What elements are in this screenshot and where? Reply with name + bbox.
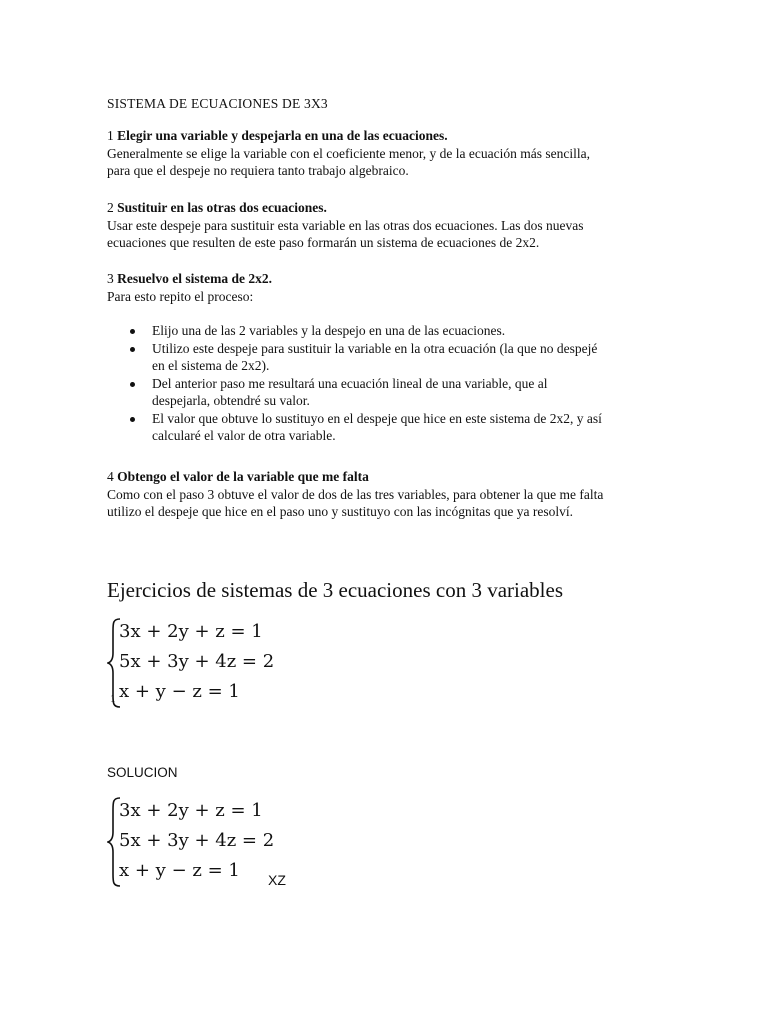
step-1-section <box>107 127 590 180</box>
step-2-number: 2 <box>107 200 114 215</box>
step-4-section <box>107 468 603 521</box>
step-3-intro: Para esto repito el proceso: <box>107 288 254 304</box>
step-3-title: Resuelvo el sistema de 2x2. <box>117 271 272 286</box>
list-item <box>107 340 602 375</box>
step-3-section <box>107 270 602 445</box>
step-2-heading <box>107 199 583 217</box>
system-1-equation-1: 3x + 2y + z = 1 <box>119 621 263 642</box>
system-1-label: 1 <box>110 693 116 705</box>
equation-list-1 <box>119 617 274 707</box>
xz-label: XZ <box>268 872 286 888</box>
list-item <box>107 322 602 340</box>
step-4-heading <box>107 468 603 486</box>
step-3-bullet-list <box>107 322 602 445</box>
list-item <box>107 410 602 445</box>
step-1-number: 1 <box>107 128 114 143</box>
step-4-number: 4 <box>107 469 114 484</box>
system-2-equation-3: x + y − z = 1 <box>119 860 240 881</box>
step-2-text-line-2: ecuaciones que resulten de este paso formarán un sistema de ecuaciones de 2x2. <box>107 235 540 250</box>
equation-list-2 <box>119 796 274 886</box>
step-2-title: Sustituir en las otras dos ecuaciones. <box>117 200 327 215</box>
step-1-title: Elegir una variable y despejarla en una de las ecuaciones. <box>117 128 448 143</box>
system-2-equation-2: 5x + 3y + 4z = 2 <box>119 830 275 851</box>
list-item <box>107 375 602 410</box>
step-2-text-line-1: Usar este despeje para sustituir esta variable en las otras dos ecuaciones. Las dos nuevas <box>107 217 584 233</box>
bullet-3-text-a: Del anterior paso me resultará una ecuación lineal de una variable, que al <box>152 375 548 391</box>
system-1-equation-2: 5x + 3y + 4z = 2 <box>119 651 275 672</box>
bullet-4-text-b: calcularé el valor de otra variable. <box>152 428 336 443</box>
step-1-text-line-2: para que el despeje no requiera tanto trabajo algebraico. <box>107 163 409 178</box>
bullet-2-text-a: Utilizo este despeje para sustituir la variable en la otra ecuación (la que no despejé <box>152 340 598 356</box>
step-4-text-line-1: Como con el paso 3 obtuve el valor de dos de las tres variables, para obtener la que me falta <box>107 486 604 502</box>
step-1-heading <box>107 127 590 145</box>
solucion-label: SOLUCION <box>107 765 178 780</box>
bullet-2-text-b: en el sistema de 2x2). <box>152 358 270 373</box>
document-title: SISTEMA DE ECUACIONES DE 3X3 <box>107 96 328 111</box>
bullet-3-text-b: despejarla, obtendré su valor. <box>152 393 310 408</box>
system-2-equation-1: 3x + 2y + z = 1 <box>119 800 263 821</box>
step-1-text-line-1: Generalmente se elige la variable con el coeficiente menor, y de la ecuación más sencilla, <box>107 145 590 161</box>
step-3-number: 3 <box>107 271 114 286</box>
step-3-heading <box>107 270 602 288</box>
step-2-section <box>107 199 583 252</box>
system-1-equation-3: x + y − z = 1 <box>119 681 240 702</box>
bullet-1-text: Elijo una de las 2 variables y la despejo en una de las ecuaciones. <box>152 323 506 338</box>
step-4-text-line-2: utilizo el despeje que hice en el paso uno y sustituyo con las incógnitas que ya resolví. <box>107 504 574 519</box>
exercises-heading: Ejercicios de sistemas de 3 ecuaciones con 3 variables <box>107 578 563 602</box>
step-4-title: Obtengo el valor de la variable que me falta <box>117 469 369 484</box>
bullet-4-text-a: El valor que obtuve lo sustituyo en el despeje que hice en este sistema de 2x2, y así <box>152 410 602 426</box>
